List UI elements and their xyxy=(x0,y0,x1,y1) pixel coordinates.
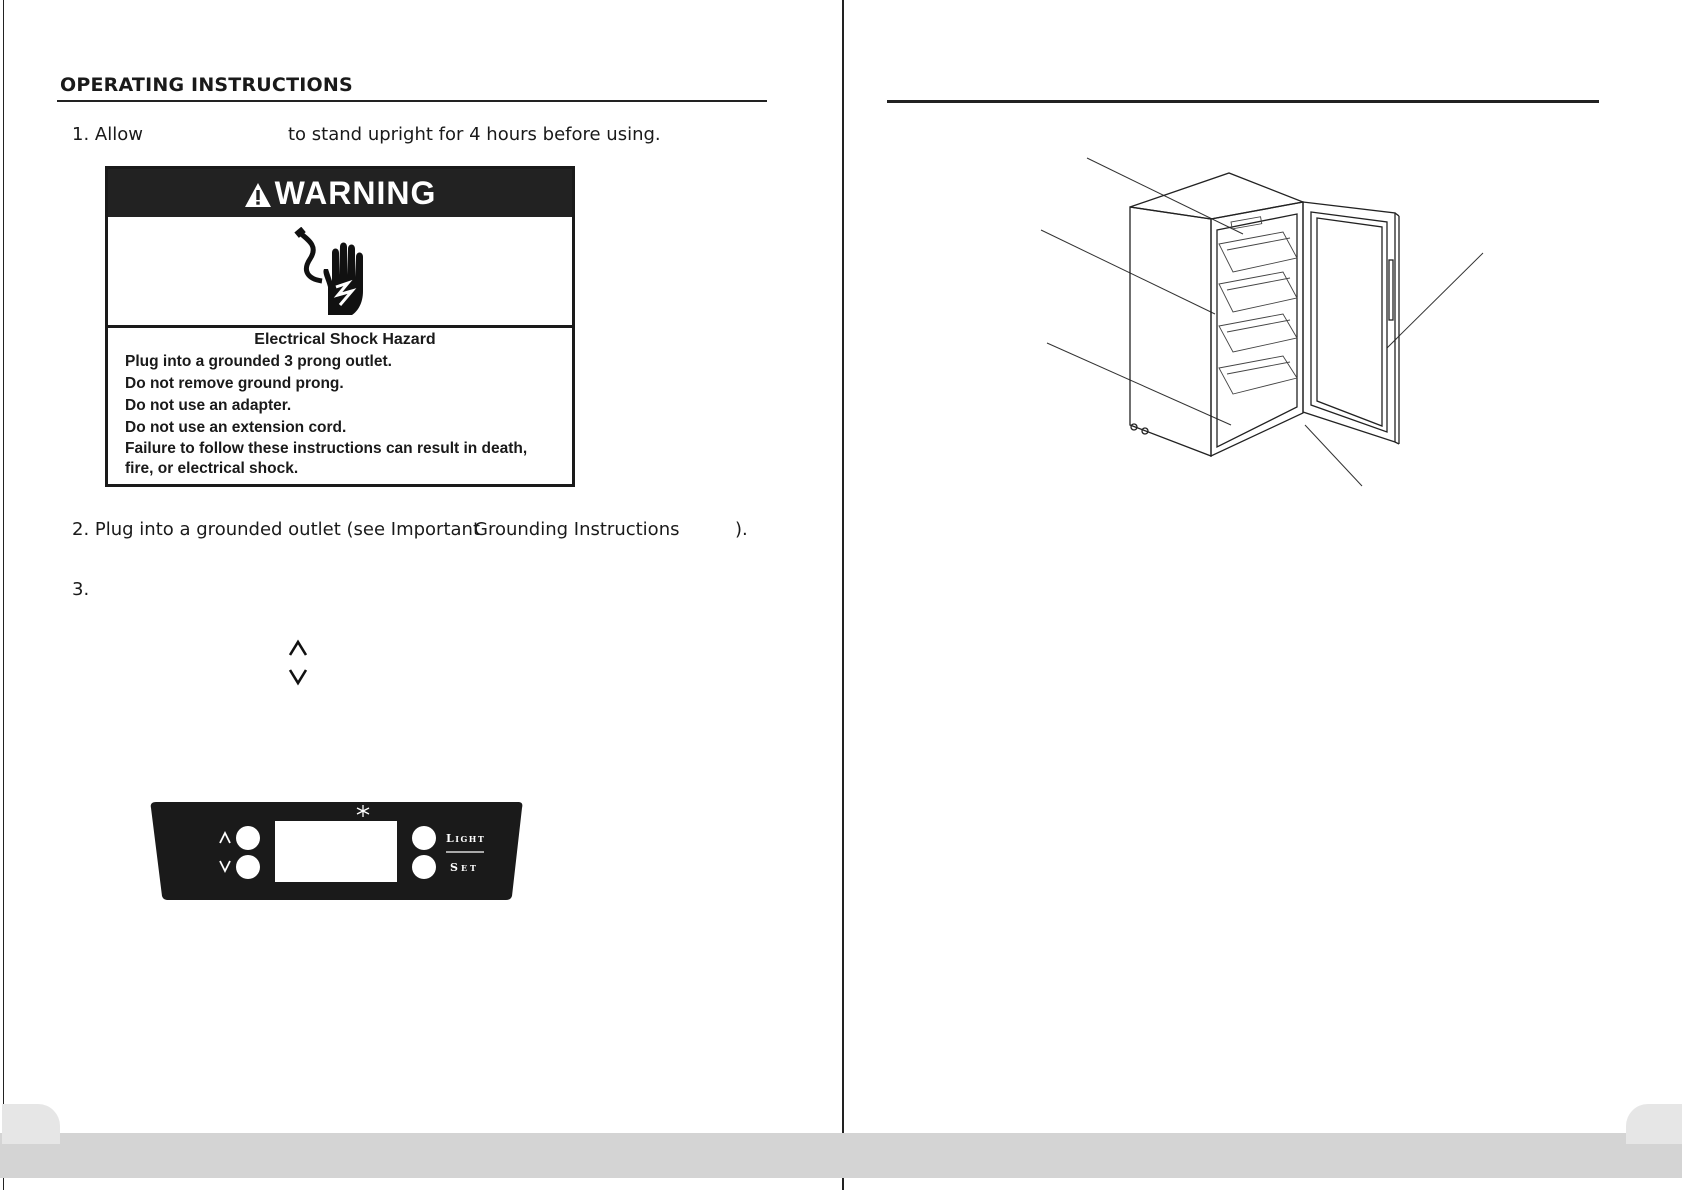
warning-label xyxy=(105,166,575,487)
light-button[interactable] xyxy=(412,826,436,850)
warning-subtitle: Electrical Shock Hazard xyxy=(254,331,436,348)
warning-triangle-icon xyxy=(244,182,272,212)
grounding-instructions-link[interactable]: Grounding Instructions xyxy=(474,519,680,540)
footer-band xyxy=(0,1133,1682,1178)
control-panel xyxy=(150,800,524,906)
footer-tab-right xyxy=(1626,1104,1682,1144)
temperature-display xyxy=(275,821,397,882)
set-button[interactable] xyxy=(412,855,436,879)
chevron-down-icon xyxy=(288,667,308,687)
refrigerator-diagram xyxy=(1035,150,1495,500)
control-panel-location xyxy=(1231,217,1262,229)
chevron-up-icon xyxy=(288,638,308,658)
step-3-number: 3. xyxy=(72,579,90,600)
warning-line: fire, or electrical shock. xyxy=(125,460,299,477)
title-rule-left xyxy=(57,100,767,102)
step-1-prefix: 1. Allow xyxy=(72,124,143,145)
warning-header xyxy=(108,169,572,217)
callout-line xyxy=(1041,230,1215,314)
callout-line xyxy=(1387,253,1483,348)
callout-line xyxy=(1087,158,1243,234)
warning-line: Plug into a grounded 3 prong outlet. xyxy=(125,353,392,370)
warning-line: Do not use an extension cord. xyxy=(125,419,347,436)
wine-shelves xyxy=(1219,217,1297,394)
page-border xyxy=(3,0,4,1190)
title-rule-right xyxy=(887,100,1599,103)
step-2-close: ). xyxy=(735,519,748,540)
footer-tab-left xyxy=(2,1104,60,1144)
refrigerator-cabinet xyxy=(1130,173,1303,456)
warning-line: Do not use an adapter. xyxy=(125,397,292,414)
light-label: Light xyxy=(446,832,486,845)
warning-line: Do not remove ground prong. xyxy=(125,375,344,392)
set-label: Set xyxy=(450,861,479,874)
warning-text xyxy=(125,329,565,479)
step-1-suffix: to stand upright for 4 hours before using. xyxy=(288,124,661,145)
shock-hand-icon xyxy=(292,227,382,323)
warning-line: Failure to follow these instructions can result in death, xyxy=(125,440,528,457)
warning-icon-area xyxy=(108,221,572,328)
section-title: OPERATING INSTRUCTIONS xyxy=(60,74,353,96)
callout-line xyxy=(1305,425,1362,486)
callout-line xyxy=(1047,343,1231,425)
page-divider xyxy=(842,0,844,1190)
door-handle xyxy=(1389,260,1393,320)
glass-door xyxy=(1303,202,1399,444)
step-2-text: 2. Plug into a grounded outlet (see Important xyxy=(72,519,481,540)
temp-up-button[interactable] xyxy=(236,826,260,850)
temp-down-button[interactable] xyxy=(236,855,260,879)
warning-title: WARNING xyxy=(274,175,437,211)
